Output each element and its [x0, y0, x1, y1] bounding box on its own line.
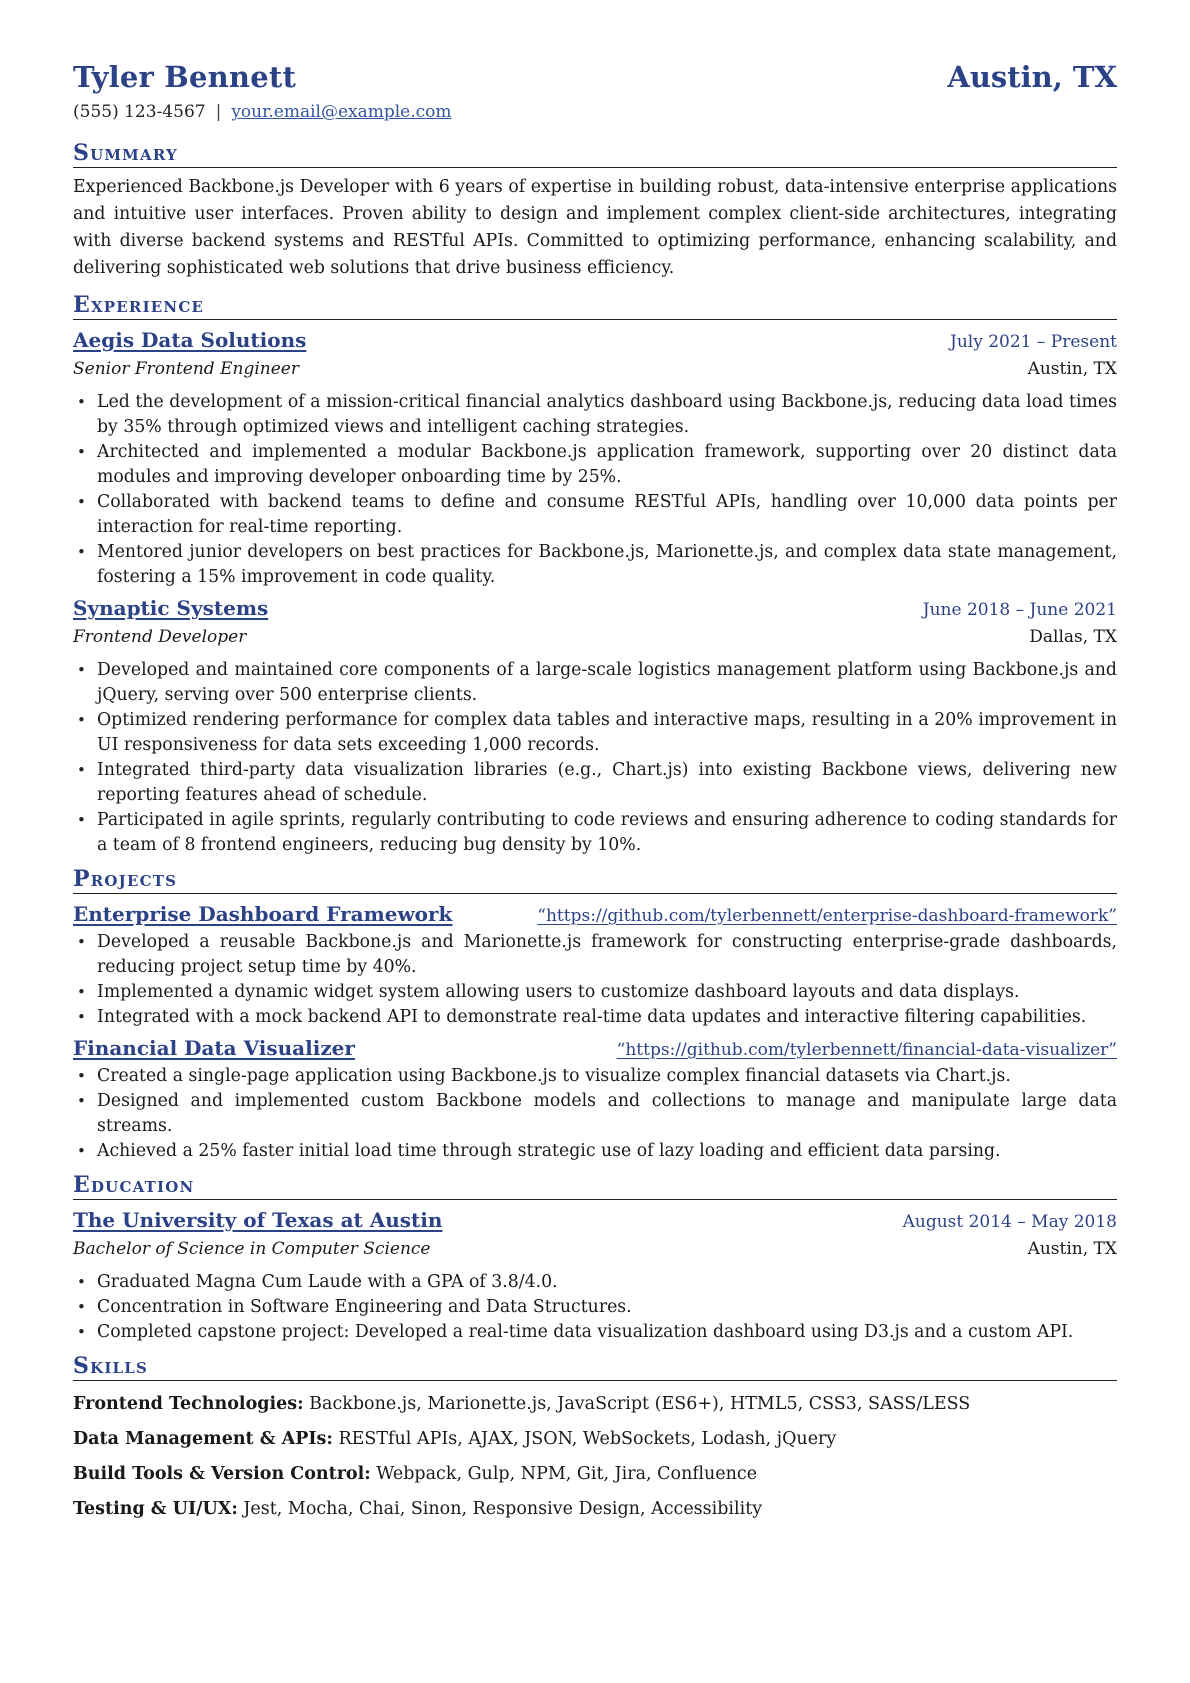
- job-role: Frontend Developer: [73, 627, 247, 647]
- project-bullets: [73, 930, 1117, 1030]
- school-name[interactable]: The University of Texas at Austin: [73, 1208, 443, 1232]
- project-bullets: [73, 1064, 1117, 1164]
- projects-section: [73, 866, 1117, 1164]
- bullet-item: • Collaborated with backend teams to define and consume RESTful APIs, handling over 10,000 data points per interaction for real-time reporting.: [97, 490, 1117, 540]
- experience-section: [73, 292, 1117, 858]
- projects-heading: Projects: [73, 866, 1117, 894]
- skill-label: Testing & UI/UX:: [73, 1499, 238, 1519]
- skill-line: [73, 1457, 1117, 1492]
- summary-heading: Summary: [73, 140, 1117, 168]
- project-entry: [73, 900, 1117, 1030]
- contact-separator: |: [215, 102, 222, 122]
- school-location: Austin, TX: [1027, 1239, 1117, 1259]
- bullet-item: • Led the development of a mission-critical financial analytics dashboard using Backbone.js, reducing data load times by 35% through optimized views and intelligent caching strategies.: [97, 390, 1117, 440]
- bullet-item: • Graduated Magna Cum Laude with a GPA of 3.8/4.0.: [97, 1270, 1117, 1295]
- skills-heading: Skills: [73, 1353, 1117, 1381]
- bullet-item: • Developed and maintained core components of a large-scale logistics management platform using Backbone.js and jQuery, serving over 500 enterprise clients.: [97, 658, 1117, 708]
- skill-value: RESTful APIs, AJAX, JSON, WebSockets, Lodash, jQuery: [338, 1429, 837, 1449]
- skill-value: Webpack, Gulp, NPM, Git, Jira, Confluence: [376, 1464, 758, 1484]
- candidate-name: Tyler Bennett: [73, 60, 297, 94]
- job-location: Dallas, TX: [1029, 627, 1117, 647]
- phone-number: (555) 123-4567: [73, 102, 206, 122]
- bullet-item: • Completed capstone project: Developed a real-time data visualization dashboard using D3.js and a custom API.: [97, 1320, 1117, 1345]
- education-heading: Education: [73, 1172, 1117, 1200]
- bullet-item: • Optimized rendering performance for complex data tables and interactive maps, resulting in a 20% improvement in UI responsiveness for data sets exceeding 1,000 records.: [97, 708, 1117, 758]
- project-name[interactable]: Enterprise Dashboard Framework: [73, 902, 453, 926]
- education-bullets: [73, 1270, 1117, 1345]
- education-dates: August 2014 – May 2018: [902, 1212, 1117, 1232]
- bullet-item: • Integrated third-party data visualization libraries (e.g., Chart.js) into existing Backbone views, delivering new reporting features ahead of schedule.: [97, 758, 1117, 808]
- skill-value: Backbone.js, Marionette.js, JavaScript (ES6+), HTML5, CSS3, SASS/LESS: [309, 1394, 971, 1414]
- bullet-item: • Implemented a dynamic widget system allowing users to customize dashboard layouts and data displays.: [97, 980, 1117, 1005]
- skill-label: Frontend Technologies:: [73, 1394, 304, 1414]
- skill-line: [73, 1422, 1117, 1457]
- contact-line: [73, 102, 1117, 122]
- summary-text: Experienced Backbone.js Developer with 6 years of expertise in building robust, data-intensive enterprise applications and intuitive user interfaces. Proven ability to design and implement complex client-side architectures, integrating with diverse backend systems and RESTful APIs. Committed to optimizing performance, enhancing scalability, and delivering sophisticated web solutions that drive business efficiency.: [73, 177, 1117, 278]
- project-link[interactable]: “https://github.com/tylerbennett/enterprise-dashboard-framework”: [537, 906, 1117, 926]
- skill-line: [73, 1387, 1117, 1422]
- email-link[interactable]: your.email@example.com: [231, 102, 452, 122]
- degree: Bachelor of Science in Computer Science: [73, 1239, 431, 1259]
- job-location: Austin, TX: [1027, 359, 1117, 379]
- skill-value: Jest, Mocha, Chai, Sinon, Responsive Design, Accessibility: [243, 1499, 763, 1519]
- company-name[interactable]: Aegis Data Solutions: [73, 328, 307, 352]
- job-bullets: [73, 658, 1117, 858]
- skill-line: [73, 1492, 1117, 1527]
- skills-section: [73, 1353, 1117, 1527]
- education-section: [73, 1172, 1117, 1345]
- bullet-item: • Created a single-page application using Backbone.js to visualize complex financial datasets via Chart.js.: [97, 1064, 1117, 1089]
- candidate-location: Austin, TX: [947, 60, 1117, 94]
- job-entry: [73, 326, 1117, 590]
- bullet-item: • Participated in agile sprints, regularly contributing to code reviews and ensuring adherence to coding standards for a team of 8 frontend engineers, reducing bug density by 10%.: [97, 808, 1117, 858]
- summary-section: [73, 140, 1117, 282]
- project-name[interactable]: Financial Data Visualizer: [73, 1036, 355, 1060]
- bullet-item: • Integrated with a mock backend API to demonstrate real-time data updates and interactive filtering capabilities.: [97, 1005, 1117, 1030]
- bullet-item: • Concentration in Software Engineering and Data Structures.: [97, 1295, 1117, 1320]
- bullet-item: • Developed a reusable Backbone.js and Marionette.js framework for constructing enterprise-grade dashboards, reducing project setup time by 40%.: [97, 930, 1117, 980]
- company-name[interactable]: Synaptic Systems: [73, 596, 269, 620]
- experience-heading: Experience: [73, 292, 1117, 320]
- skill-label: Data Management & APIs:: [73, 1429, 333, 1449]
- project-entry: [73, 1034, 1117, 1164]
- skill-label: Build Tools & Version Control:: [73, 1464, 371, 1484]
- job-dates: June 2018 – June 2021: [922, 600, 1117, 620]
- project-link[interactable]: “https://github.com/tylerbennett/financial-data-visualizer”: [616, 1040, 1117, 1060]
- bullet-item: • Mentored junior developers on best practices for Backbone.js, Marionette.js, and complex data state management, fostering a 15% improvement in code quality.: [97, 540, 1117, 590]
- job-bullets: [73, 390, 1117, 590]
- bullet-item: • Designed and implemented custom Backbone models and collections to manage and manipulate large data streams.: [97, 1089, 1117, 1139]
- resume-header: [73, 60, 1117, 94]
- bullet-item: • Architected and implemented a modular Backbone.js application framework, supporting over 20 distinct data modules and improving developer onboarding time by 25%.: [97, 440, 1117, 490]
- job-dates: July 2021 – Present: [950, 332, 1117, 352]
- bullet-item: • Achieved a 25% faster initial load time through strategic use of lazy loading and efficient data parsing.: [97, 1139, 1117, 1164]
- job-role: Senior Frontend Engineer: [73, 359, 299, 379]
- job-entry: [73, 594, 1117, 858]
